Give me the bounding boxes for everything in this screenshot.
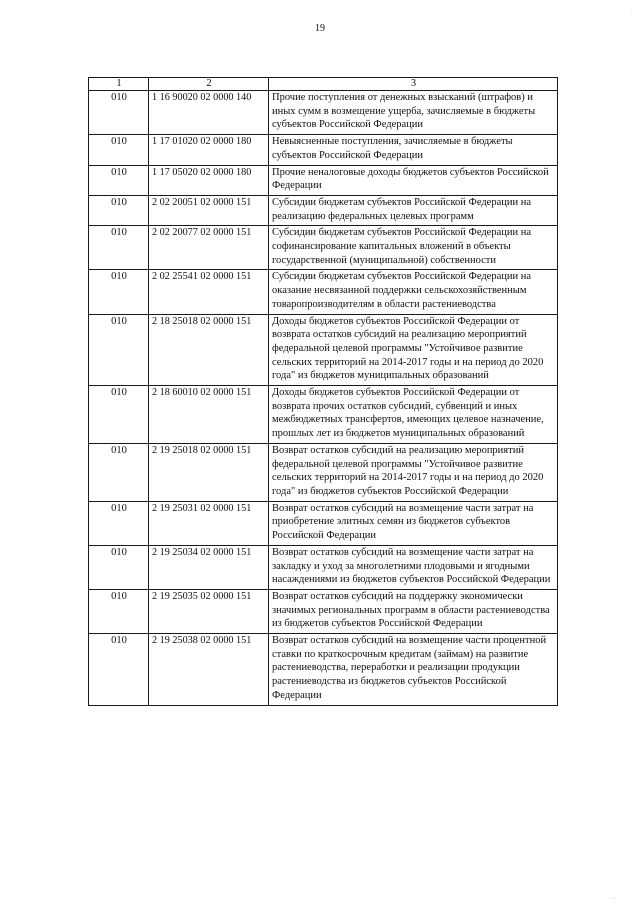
admin-code-cell: 010 — [89, 545, 149, 589]
description-cell: Невыясненные поступления, зачисляемые в бюджеты субъектов Российской Федерации — [269, 135, 558, 165]
table-row — [89, 501, 558, 545]
table-row — [89, 226, 558, 270]
admin-code-cell: 010 — [89, 226, 149, 270]
description-cell: Прочие неналоговые доходы бюджетов субъектов Российской Федерации — [269, 165, 558, 195]
description-cell: Доходы бюджетов субъектов Российской Федерации от возврата прочих остатков субсидий, субвенций и иных межбюджетных трансфертов, имеющих целевое назначение, прошлых лет из бюджетов муниципальных образований — [269, 386, 558, 444]
scan-mark-bottom: ˎ ˎ — [610, 893, 616, 899]
budget-code-cell: 2 19 25034 02 0000 151 — [149, 545, 269, 589]
table-header-row — [89, 78, 558, 91]
budget-code-cell: 1 17 05020 02 0000 180 — [149, 165, 269, 195]
budget-code-cell: 2 19 25038 02 0000 151 — [149, 634, 269, 706]
description-cell: Прочие поступления от денежных взысканий (штрафов) и иных сумм в возмещение ущерба, зачисляемые в бюджеты субъектов Российской Федерации — [269, 91, 558, 135]
table-row — [89, 589, 558, 633]
page-number: 19 — [315, 23, 325, 34]
admin-code-cell: 010 — [89, 135, 149, 165]
budget-code-cell: 2 19 25035 02 0000 151 — [149, 589, 269, 633]
table-row — [89, 314, 558, 386]
admin-code-cell: 010 — [89, 165, 149, 195]
column-header-3: 3 — [269, 78, 558, 91]
scan-mark-top: ˎ — [630, 6, 632, 12]
description-cell: Возврат остатков субсидий на возмещение части затрат на закладку и уход за многолетними плодовыми и ягодными насаждениями из бюджетов субъектов Российской Федерации — [269, 545, 558, 589]
table-row — [89, 91, 558, 135]
admin-code-cell: 010 — [89, 386, 149, 444]
budget-code-cell: 1 16 90020 02 0000 140 — [149, 91, 269, 135]
description-cell: Доходы бюджетов субъектов Российской Федерации от возврата остатков субсидий на реализацию мероприятий федеральной целевой программы "Устойчивое развитие сельских территорий на 2014-2017 годы и на период до 2020 года" из бюджетов муниципальных образований — [269, 314, 558, 386]
column-header-1: 1 — [89, 78, 149, 91]
table-row — [89, 135, 558, 165]
description-cell: Возврат остатков субсидий на возмещение части процентной ставки по краткосрочным кредитам (займам) на развитие растениеводства, переработки и реализации продукции растениеводства из бюджетов субъектов Российской Федерации — [269, 634, 558, 706]
description-cell: Субсидии бюджетам субъектов Российской Федерации на софинансирование капитальных вложений в объекты государственной (муниципальной) собственности — [269, 226, 558, 270]
budget-codes-table — [88, 77, 558, 706]
table-row — [89, 195, 558, 225]
description-cell: Возврат остатков субсидий на поддержку экономически значимых региональных программ в области растениеводства из бюджетов субъектов Российской Федерации — [269, 589, 558, 633]
budget-code-cell: 2 19 25031 02 0000 151 — [149, 501, 269, 545]
description-cell: Возврат остатков субсидий на возмещение части затрат на приобретение элитных семян из бюджетов субъектов Российской Федерации — [269, 501, 558, 545]
table-row — [89, 443, 558, 501]
table-row — [89, 270, 558, 314]
budget-code-cell: 2 02 20051 02 0000 151 — [149, 195, 269, 225]
budget-code-cell: 2 02 20077 02 0000 151 — [149, 226, 269, 270]
description-cell: Субсидии бюджетам субъектов Российской Федерации на реализацию федеральных целевых программ — [269, 195, 558, 225]
admin-code-cell: 010 — [89, 91, 149, 135]
table-row — [89, 634, 558, 706]
admin-code-cell: 010 — [89, 443, 149, 501]
table-row — [89, 545, 558, 589]
table-row — [89, 165, 558, 195]
description-cell: Возврат остатков субсидий на реализацию мероприятий федеральной целевой программы "Устойчивое развитие сельских территорий на 2014-2017 годы и на период до 2020 года" из бюджетов субъектов Российской Федерации — [269, 443, 558, 501]
budget-code-cell: 2 18 60010 02 0000 151 — [149, 386, 269, 444]
budget-code-cell: 2 18 25018 02 0000 151 — [149, 314, 269, 386]
admin-code-cell: 010 — [89, 589, 149, 633]
budget-code-cell: 2 19 25018 02 0000 151 — [149, 443, 269, 501]
budget-code-cell: 1 17 01020 02 0000 180 — [149, 135, 269, 165]
admin-code-cell: 010 — [89, 314, 149, 386]
column-header-2: 2 — [149, 78, 269, 91]
admin-code-cell: 010 — [89, 195, 149, 225]
admin-code-cell: 010 — [89, 501, 149, 545]
admin-code-cell: 010 — [89, 634, 149, 706]
admin-code-cell: 010 — [89, 270, 149, 314]
table-row — [89, 386, 558, 444]
budget-code-cell: 2 02 25541 02 0000 151 — [149, 270, 269, 314]
description-cell: Субсидии бюджетам субъектов Российской Федерации на оказание несвязанной поддержки сельскохозяйственным товаропроизводителям в области растениеводства — [269, 270, 558, 314]
